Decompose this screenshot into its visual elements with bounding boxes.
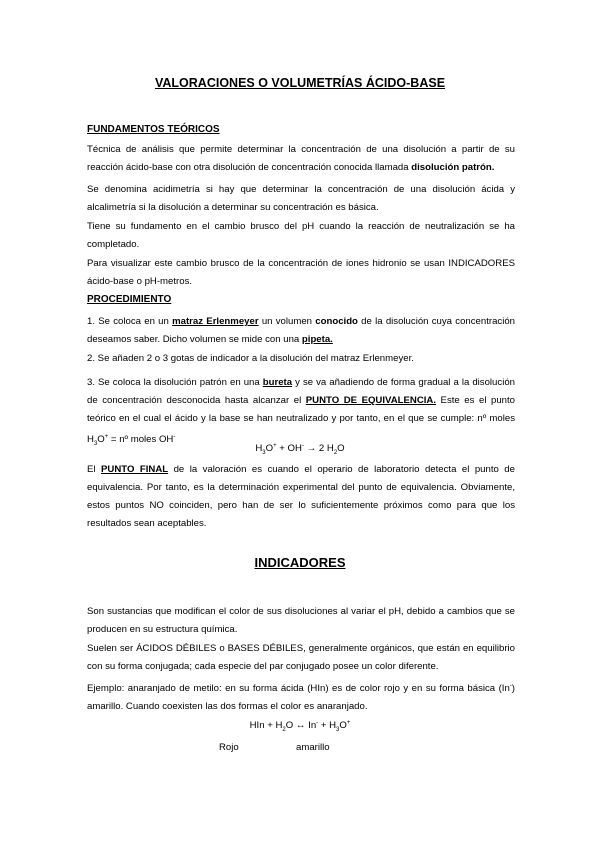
subscript: 3 [93, 441, 98, 448]
paragraph-punto-final [87, 461, 515, 533]
text: de la disolución cuya concentración deseamos saber. Dicho volumen se mide con una [87, 316, 516, 345]
paragraph-indicadores-definicion: Son sustancias que modifican el color de sus disoluciones al variar el pH, debido a cambios que se producen en su estructura química. [87, 606, 515, 635]
section-heading-fundamentos: FUNDAMENTOS TEÓRICOS [87, 124, 220, 135]
step-2: 2. Se añaden 2 o 3 gotas de indicador a la disolución del matraz Erlenmeyer. [87, 353, 414, 364]
subscript: 3 [262, 450, 266, 457]
paragraph-definicion [87, 141, 515, 177]
text: de la valoración es cuando el operario de laboratorio detecta el punto de equivalencia. Por tanto, es la determinación experimental del punto de equivalencia. Obviamente, estos puntos NO coinciden, pero han de ser lo suficientemente próximos como para que los resultados sean aceptables. [87, 464, 515, 529]
term-matraz: matraz Erlenmeyer [172, 316, 259, 327]
text: + OH [276, 443, 302, 455]
text: y se va añadiendo de forma gradual a la disolución de concentración desconocida hasta alcanzar el [87, 377, 515, 406]
section-heading-procedimiento: PROCEDIMIENTO [87, 294, 172, 305]
text: = nº moles OH [108, 434, 174, 446]
subscript: 2 [282, 727, 286, 734]
term-bureta: bureta [262, 377, 293, 388]
term-pipeta: pipeta. [301, 334, 333, 345]
term-punto-final: PUNTO FINAL [101, 464, 169, 475]
text: un volumen [258, 316, 316, 327]
term-disolucion-patron: disolución patrón. [411, 162, 495, 173]
text: HIn + H [249, 720, 283, 732]
step-1 [87, 313, 515, 349]
term-conocido: conocido [315, 316, 358, 327]
text: ) amarillo. Cuando coexisten las dos formas el color es anaranjado. [87, 683, 515, 713]
step-3 [87, 374, 515, 453]
superscript: + [346, 720, 351, 726]
text: H [255, 443, 263, 455]
paragraph-acidimetria: Se denomina acidimetría si hay que determinar la concentración de una disolución ácida y alcalimetría si la disolución a determinar su concentración es básica. [87, 184, 515, 213]
superscript: - [301, 443, 304, 449]
section-title-indicadores: INDICADORES [254, 555, 346, 570]
text: 3. Se coloca la disolución patrón en una [87, 377, 263, 388]
text: O [337, 443, 345, 455]
label-rojo: Rojo [219, 742, 239, 753]
superscript: - [173, 434, 176, 440]
superscript: + [104, 434, 109, 440]
text: O [339, 720, 347, 732]
text: O [97, 434, 105, 446]
equation-neutralizacion [0, 443, 600, 456]
text: → 2 H [303, 443, 334, 455]
text: Técnica de análisis que permite determinar la concentración de una disolución a partir de su reacción ácido-base con otra disolución de concentración conocida llamada [87, 144, 515, 173]
text: Ejemplo: anaranjado de metilo: en su forma ácida (HIn) es de color rojo y en su forma básica (In [87, 683, 510, 695]
text: O [265, 443, 274, 455]
text: Este es el punto teórico en el cual el ácido y la base se han neutralizado y por tanto, en el que se cumple: nº moles H [87, 395, 515, 446]
paragraph-fundamento: Tiene su fundamento en el cambio brusco del pH cuando la reacción de neutralización se ha completado. [87, 221, 515, 250]
text: 1. Se coloca en un [87, 316, 173, 327]
superscript: - [316, 720, 319, 726]
subscript: 3 [336, 727, 340, 734]
paragraph-indicadores-intro: Para visualizar este cambio brusco de la concentración de iones hidronio se usan INDICADORES ácido-base o pH-metros. [87, 258, 515, 287]
page-title: VALORACIONES O VOLUMETRÍAS ÁCIDO-BASE [154, 76, 446, 90]
paragraph-ejemplo [87, 677, 515, 716]
text: O ↔ In [285, 720, 317, 732]
paragraph-acidos-bases-debiles: Suelen ser ÁCIDOS DÉBILES o BASES DÉBILES, generalmente orgánicos, que están en equilibrio con su forma conjugada; cada especie del par conjugado posee un color diferente. [87, 643, 515, 672]
label-amarillo: amarillo [296, 742, 330, 753]
superscript: + [273, 443, 277, 449]
term-punto-equivalencia: PUNTO DE EQUIVALENCIA. [305, 395, 437, 406]
equation-indicador [0, 720, 600, 733]
subscript: 2 [333, 450, 338, 457]
text: El [87, 464, 101, 475]
superscript: - [509, 683, 512, 689]
text: + H [318, 720, 337, 732]
